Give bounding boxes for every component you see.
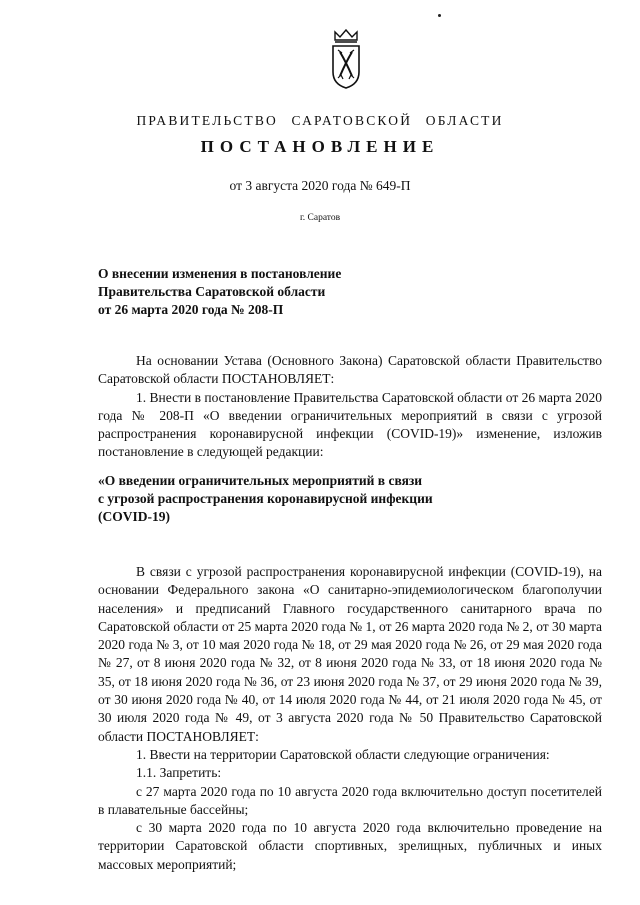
subject-line: О внесении изменения в постановление (98, 266, 342, 281)
date-and-number: от 3 августа 2020 года № 649-П (229, 178, 411, 193)
paragraph: 1.1. Запретить: (136, 765, 222, 781)
paragraph: На основании Устава (Основного Закона) Саратовской области Правительство Саратовской области ПОСТАНОВЛЯЕТ: (98, 353, 602, 387)
government-heading: ПРАВИТЕЛЬСТВО САРАТОВСКОЙ ОБЛАСТИ (136, 113, 504, 128)
scan-speck (438, 14, 441, 17)
paragraph: с 27 марта 2020 года по 10 августа 2020 года включительно доступ посетителей в плавательные бассейны; (98, 783, 602, 817)
quote-title-line: (COVID-19) (98, 509, 170, 524)
document-subject (98, 265, 428, 319)
intro-text (98, 352, 602, 462)
city-label: г. Саратов (299, 213, 341, 223)
subject-line: от 26 марта 2020 года № 208-П (98, 302, 284, 317)
paragraph: В связи с угрозой распространения коронавирусной инфекции (COVID-19), на основании Федерального закона «О санитарно-эпидемиологическом благополучии населения» и предписаний Главного государственного санитарного врача по Саратовской области от 25 марта 2020 года № 1, от 26 марта 2020 года № 2, от 30 марта 2020 года № 3, от 10 мая 2020 года № 18, от 29 мая 2020 года № 26, от 29 мая 2020 года № 27, от 8 июня 2020 года № 32, от 8 июня 2020 года № 33, от 18 июня 2020 года № 35, от 18 июня 2020 года № 36, от 23 июня 2020 года № 37, от 29 июня 2020 года № 39, от 30 июня 2020 года № 40, от 14 июля 2020 года № 44, от 21 июля 2020 года № 45, от 30 июля 2020 года № 49, от 3 августа 2020 года № 50 Правительство Саратовской области ПОСТАНОВЛЯЕТ: (98, 564, 602, 744)
paragraph: 1. Внести в постановление Правительства Саратовской области от 26 марта 2020 года № 208-П «О введении ограничительных мероприятий в связи с угрозой распространения коронавирусной инфекции (COVID-19)» изменение, изложив постановление в следующей редакции: (98, 389, 602, 460)
quoted-resolution-body (98, 563, 602, 874)
quoted-resolution-title (98, 472, 518, 526)
saratov-coat-of-arms-icon (326, 28, 366, 90)
subject-line: Правительства Саратовской области (98, 284, 326, 299)
paragraph: с 30 марта 2020 года по 10 августа 2020 года включительно проведение на территории Саратовской области спортивных, зрелищных, публичных и иных массовых мероприятий; (98, 820, 602, 872)
document-type-title: ПОСТАНОВЛЕНИЕ (200, 137, 440, 156)
quote-title-line: «О введении ограничительных мероприятий в связи (98, 473, 423, 488)
paragraph: 1. Ввести на территории Саратовской области следующие ограничения: (136, 746, 550, 762)
quote-title-line: с угрозой распространения коронавирусной инфекции (98, 491, 433, 506)
